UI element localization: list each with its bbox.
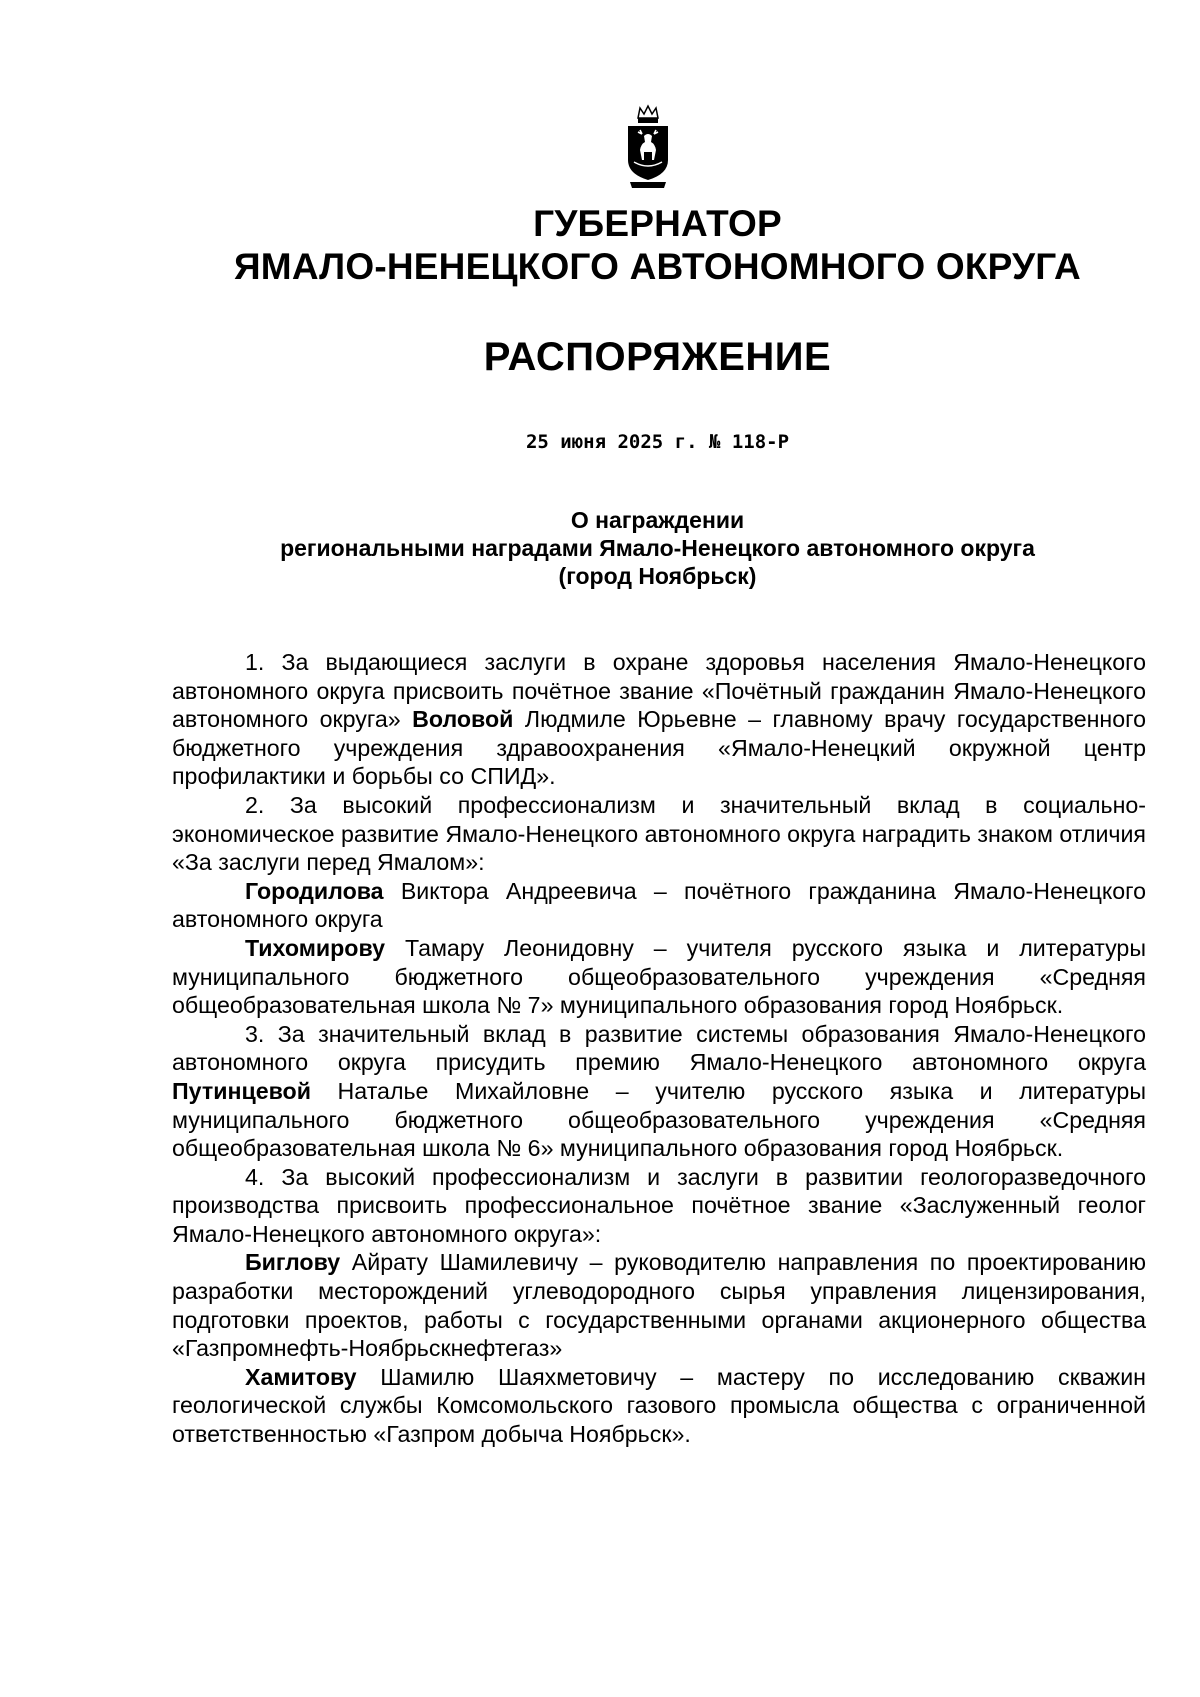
paragraph-item-2a — [172, 877, 1146, 934]
paragraph-item-4a — [172, 1248, 1146, 1362]
awardee-surname: Тихомирову — [245, 934, 386, 961]
document-type: РАСПОРЯЖЕНИЕ — [483, 335, 832, 379]
subject-line3: (город Ноябрьск) — [558, 563, 757, 589]
paragraph-item-2b — [172, 934, 1146, 1020]
awardee-surname: Воловой — [412, 706, 514, 733]
paragraph-text: Шамилю Шаяхметовичу – мастеру по исследованию скважин геологической службы Комсомольского газового промысла общества с ограниченной ответственностью «Газпром добыча Ноябрьск». — [172, 1363, 1146, 1448]
paragraph-item-3 — [172, 1020, 1146, 1163]
document-body — [172, 648, 1146, 1449]
paragraph-item-1 — [172, 648, 1146, 791]
paragraph-text: Виктора Андреевича – почётного гражданина Ямало-Ненецкого автономного округа — [172, 877, 1146, 933]
paragraph-item-2: 2. За высокий профессионализм и значительный вклад в социально-экономическое развитие Ямало-Ненецкого автономного округа наградить знаком отличия «За заслуги перед Ямалом»: — [172, 791, 1146, 876]
paragraph-text: 1. За выдающиеся заслуги в охране здоровья населения Ямало-Ненецкого автономного округа присвоить почётное звание «Почётный гражданин Ямало-Ненецкого автономного округа» — [172, 649, 1146, 733]
awardee-surname: Путинцевой — [172, 1077, 311, 1104]
paragraph-text: Тамару Леонидовну – учителя русского языка и литературы муниципального бюджетного общеобразовательного учреждения «Средняя общеобразовательная школа № 7» муниципального образования город Ноябрьск. — [172, 934, 1146, 1019]
paragraph-text: Людмиле Юрьевне – главному врачу государственного бюджетного учреждения здравоохранения «Ямало-Ненецкий окружной центр профилактики и борьбы со СПИД». — [172, 706, 1146, 790]
document-date-number: 25 июня 2025 г. № 118-Р — [525, 431, 790, 453]
awardee-surname: Городилова — [245, 877, 384, 904]
paragraph-item-4b — [172, 1363, 1146, 1449]
paragraph-text: Наталье Михайловне – учителю русского языка и литературы муниципального бюджетного общеобразовательного учреждения «Средняя общеобразовательная школа № 6» муниципального образования город Ноябрьск. — [172, 1077, 1146, 1162]
yamal-coat-of-arms-icon — [624, 104, 672, 190]
paragraph-text: Айрату Шамилевичу – руководителю направления по проектированию разработки месторождений углеводородного сырья управления лицензирования, подготовки проектов, работы с государственными органами акционерного общества «Газпромнефть-Ноябрьскнефтегаз» — [172, 1249, 1146, 1362]
org-title-line2: ЯМАЛО-НЕНЕЦКОГО АВТОНОМНОГО ОКРУГА — [234, 246, 1081, 287]
document-subject — [0, 506, 1200, 590]
paragraph-text: 3. За значительный вклад в развитие системы образования Ямало-Ненецкого автономного округа присудить премию Ямало-Ненецкого автономного округа — [172, 1020, 1146, 1076]
awardee-surname: Биглову — [245, 1249, 341, 1276]
subject-line1: О награждении — [570, 507, 745, 533]
paragraph-item-4: 4. За высокий профессионализм и заслуги в развитии геологоразведочного производства присвоить профессиональное почётное звание «Заслуженный геолог Ямало-Ненецкого автономного округа»: — [172, 1163, 1146, 1247]
org-title-line1: ГУБЕРНАТОР — [533, 203, 782, 244]
subject-line2: региональными наградами Ямало-Ненецкого автономного округа — [280, 535, 1035, 561]
awardee-surname: Хамитову — [245, 1363, 357, 1390]
